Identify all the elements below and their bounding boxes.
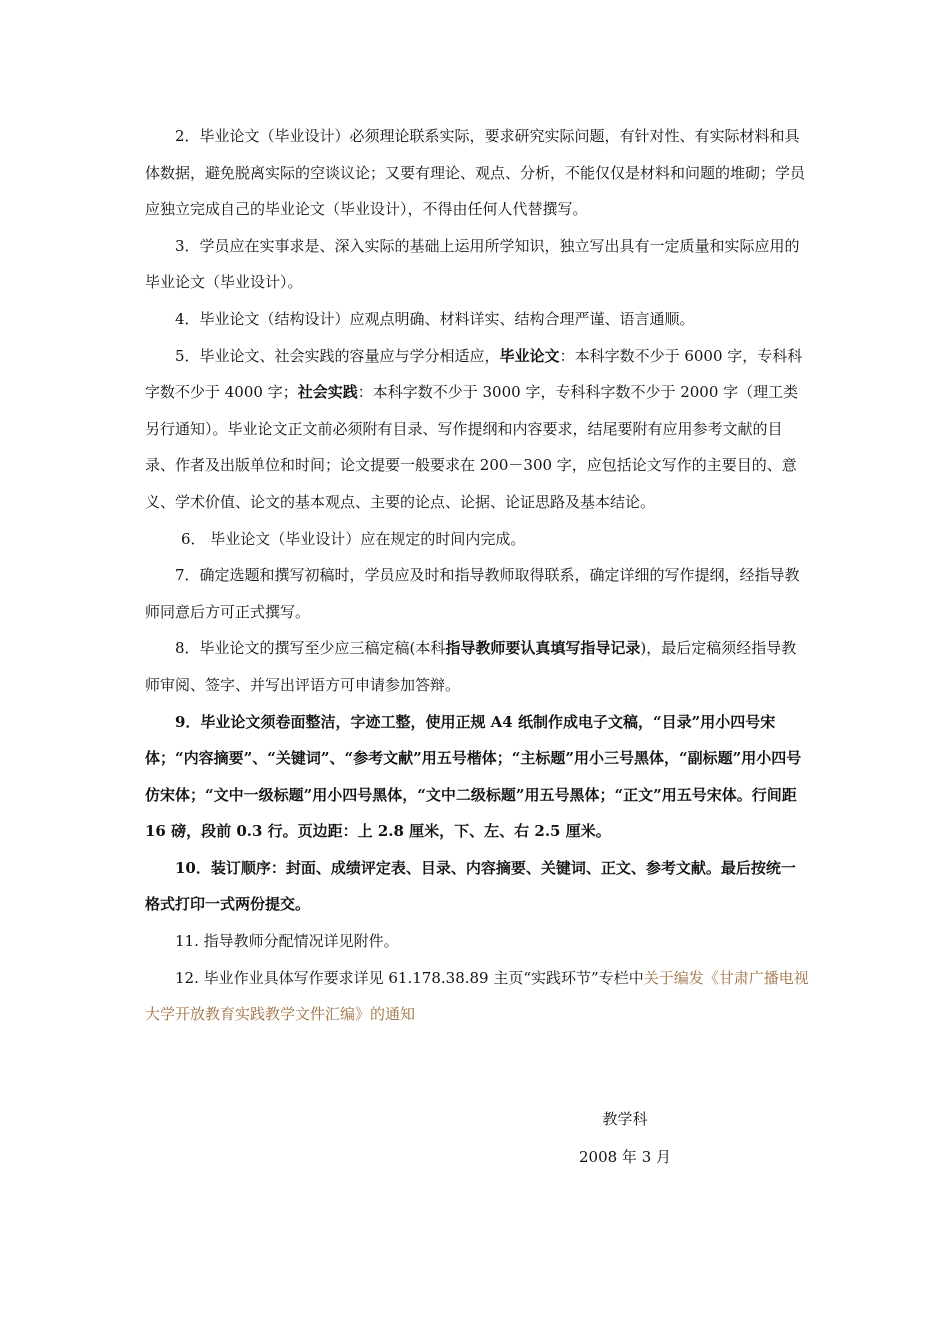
item-5-bold-practice: 社会实践 (297, 383, 358, 402)
signature-date: 2008 年 3 月 (578, 1148, 672, 1166)
document-body (145, 118, 810, 1033)
item-3: 3．学员应在实事求是、深入实际的基础上运用所学知识，独立写出具有一定质量和实际应用的毕业论文（毕业设计）。 (145, 236, 800, 292)
item-5-bold-thesis: 毕业论文 (499, 346, 560, 365)
item-2: 2．毕业论文（毕业设计）必须理论联系实际，要求研究实际问题，有针对性、有实际材料和具体数据，避免脱离实际的空谈议论；又要有理论、观点、分析，不能仅仅是材料和问题的堆砌；学员应独立完成自己的毕业论文（毕业设计），不得由任何人代替撰写。 (145, 127, 806, 219)
signature-dept: 教学科 (602, 1110, 648, 1128)
item-8-text-c: )，最后定稿须经指导教师审阅、签字、并写出评语方可申请参加答辩。 (145, 639, 797, 694)
item-8-text-a: 8．毕业论文的撰写至少应三稿定稿(本科 (175, 639, 446, 658)
item-8 (145, 630, 810, 703)
item-12 (145, 960, 810, 1033)
item-4: 4．毕业论文（结构设计）应观点明确、材料详实、结构合理严谨、语言通顺。 (175, 309, 695, 328)
item-5-text-a: 5．毕业论文、社会实践的容量应与学分相适应， (175, 346, 500, 365)
signature-block (540, 1100, 710, 1176)
item-7: 7．确定选题和撰写初稿时，学员应及时和指导教师取得联系，确定详细的写作提纲，经指导教师同意后方可正式撰写。 (145, 566, 800, 621)
practice-docs-link[interactable]: 关于编发《甘肃广播电视大学开放教育实践教学文件汇编》的通知 (145, 968, 809, 1024)
item-9: 9．毕业论文须卷面整洁，字迹工整，使用正规 A4 纸制作成电子文稿，“目录”用小四号宋体；“内容摘要”、“关键词”、“参考文献”用五号楷体；“主标题”用小三号黑体，“副标题”用小四号仿宋体；“文中一级标题”用小四号黑体，“文中二级标题”用五号黑体；“正文”用五号宋体。行间距 16 磅，段前 0.3 行。页边距：上 2.8 厘米，下、左、右 2.5 厘米。 (145, 712, 802, 841)
item-8-bold: 指导教师要认真填写指导记录 (445, 639, 641, 658)
item-5 (145, 338, 810, 521)
item-5-text-c: ：本科字数不少于 6000 字，专科科字数不少于 4000 字； (145, 346, 803, 402)
item-6: 6． 毕业论文（毕业设计）应在规定的时间内完成。 (181, 529, 526, 548)
item-5-text-e: ：本科字数不少于 3000 字，专科科字数不少于 2000 字（理工类另行通知）。毕业论文正文前必须附有目录、写作提纲和内容要求，结尾要附有应用参考文献的目录、作者及出版单位和时间；论文提要一般要求在 200－300 字，应包括论文写作的主要目的、意义、学术价值、论文的基本观点、主要的论点、论据、论证思路及基本结论。 (145, 383, 799, 511)
item-10: 10．装订顺序：封面、成绩评定表、目录、内容摘要、关键词、正文、参考文献。最后按统一格式打印一式两份提交。 (145, 858, 796, 914)
item-11: 11. 指导教师分配情况详见附件。 (175, 932, 399, 951)
item-12-text: 12. 毕业作业具体写作要求详见 61.178.38.89 主页“实践环节”专栏中 (175, 968, 644, 987)
